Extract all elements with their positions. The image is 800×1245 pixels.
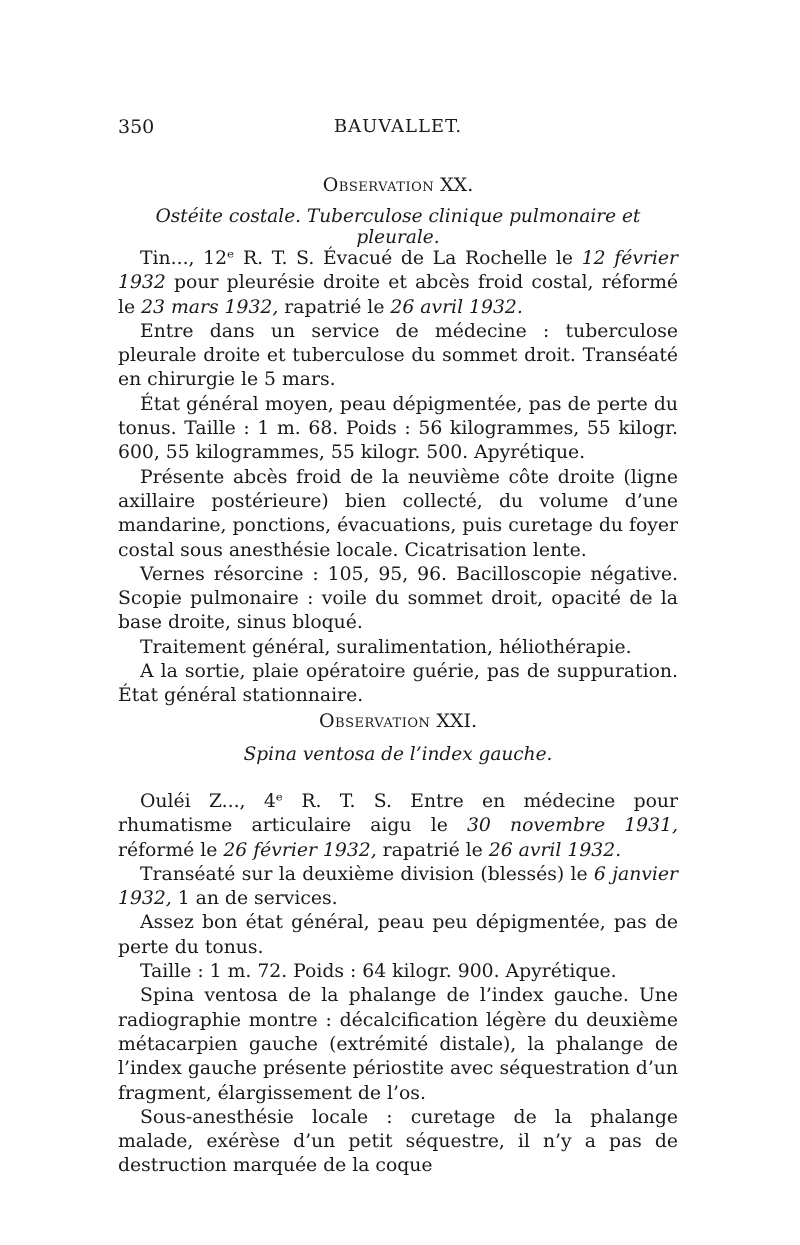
- paragraph: Vernes résorcine : 105, 95, 96. Bacilloscopie négative. Scopie pulmonaire : voile du sommet droit, opacité de la base droite, sinus bloqué.: [118, 563, 678, 634]
- paragraph: Tin..., 12ᵉ R. T. S. Évacué de La Rochelle le 12 février 1932 pour pleurésie droite et abcès froid costal, réformé le 23 mars 1932, rapatrié le 26 avril 1932.: [118, 248, 679, 318]
- observation-number: XXI.: [436, 710, 478, 732]
- paragraph: Transéaté sur la deuxième division (blessés) le 6 janvier 1932, 1 an de services.: [118, 863, 678, 910]
- observation-20-subtitle: Ostéite costale. Tuberculose clinique pulmonaire et pleurale.: [155, 206, 641, 248]
- observation-number: XX.: [440, 174, 474, 196]
- observation-21-subtitle: Spina ventosa de l’index gauche.: [243, 744, 553, 765]
- observation-20-title: [118, 174, 678, 196]
- date: 23 mars 1932,: [141, 296, 279, 318]
- page-header: [118, 116, 678, 144]
- running-head: BAUVALLET.: [333, 116, 463, 137]
- paragraph: Sous-anesthésie locale : curetage de la phalange malade, exérèse d’un petit séquestre, il n’y a pas de destruction marquée de la coque: [118, 1106, 678, 1177]
- date: 30 novembre 1931,: [466, 815, 678, 837]
- date: 6 janvier 1932,: [118, 863, 678, 910]
- page-number: 350: [118, 116, 155, 138]
- observation-21-title: [118, 710, 678, 732]
- paragraph: Ouléi Z..., 4ᵉ R. T. S. Entre en médecine pour rhumatisme articulaire aigu le 30 novembre 1931, réformé le 26 février 1932, rapatrié le 26 avril 1932.: [118, 791, 678, 861]
- date: 12 février 1932: [118, 248, 679, 294]
- observation-label: Observation: [318, 710, 431, 732]
- paragraph: Spina ventosa de la phalange de l’index gauche. Une radiographie montre : décalcification légère du deuxième métacarpien gauche (extrémité distale), la phalange de l’index gauche présente périostite avec séquestration d’un fragment, élargissement de l’os.: [118, 985, 678, 1104]
- paragraph: Entre dans un service de médecine : tuberculose pleurale droite et tuberculose du sommet droit. Transéaté en chirurgie le 5 mars.: [118, 320, 678, 391]
- date: 26 février 1932,: [223, 839, 377, 861]
- paragraph: Taille : 1 m. 72. Poids : 64 kilogr. 900. Apyrétique.: [140, 961, 617, 983]
- paragraph: Présente abcès froid de la neuvième côte droite (ligne axillaire postérieure) bien collecté, du volume d’une mandarine, ponctions, évacuations, puis curetage du foyer costal sous anesthésie locale. Cicatrisation lente.: [118, 466, 678, 561]
- paragraph: Assez bon état général, peau peu dépigmentée, pas de perte du tonus.: [118, 912, 678, 958]
- paragraph: Traitement général, suralimentation, héliothérapie.: [140, 636, 632, 658]
- paragraph: État général moyen, peau dépigmentée, pas de perte du tonus. Taille : 1 m. 68. Poids : 56 kilogrammes, 55 kilogr. 600, 55 kilogrammes, 55 kilogr. 500. Apyrétique.: [118, 393, 678, 464]
- date: 26 avril 1932.: [488, 839, 622, 861]
- date: 26 avril 1932.: [390, 296, 523, 318]
- observation-label: Observation: [322, 174, 435, 196]
- observation-21-body: [118, 790, 678, 1179]
- paragraph: A la sortie, plaie opératoire guérie, pas de suppuration. État général stationnaire.: [118, 661, 678, 707]
- observation-20-body: [118, 247, 678, 709]
